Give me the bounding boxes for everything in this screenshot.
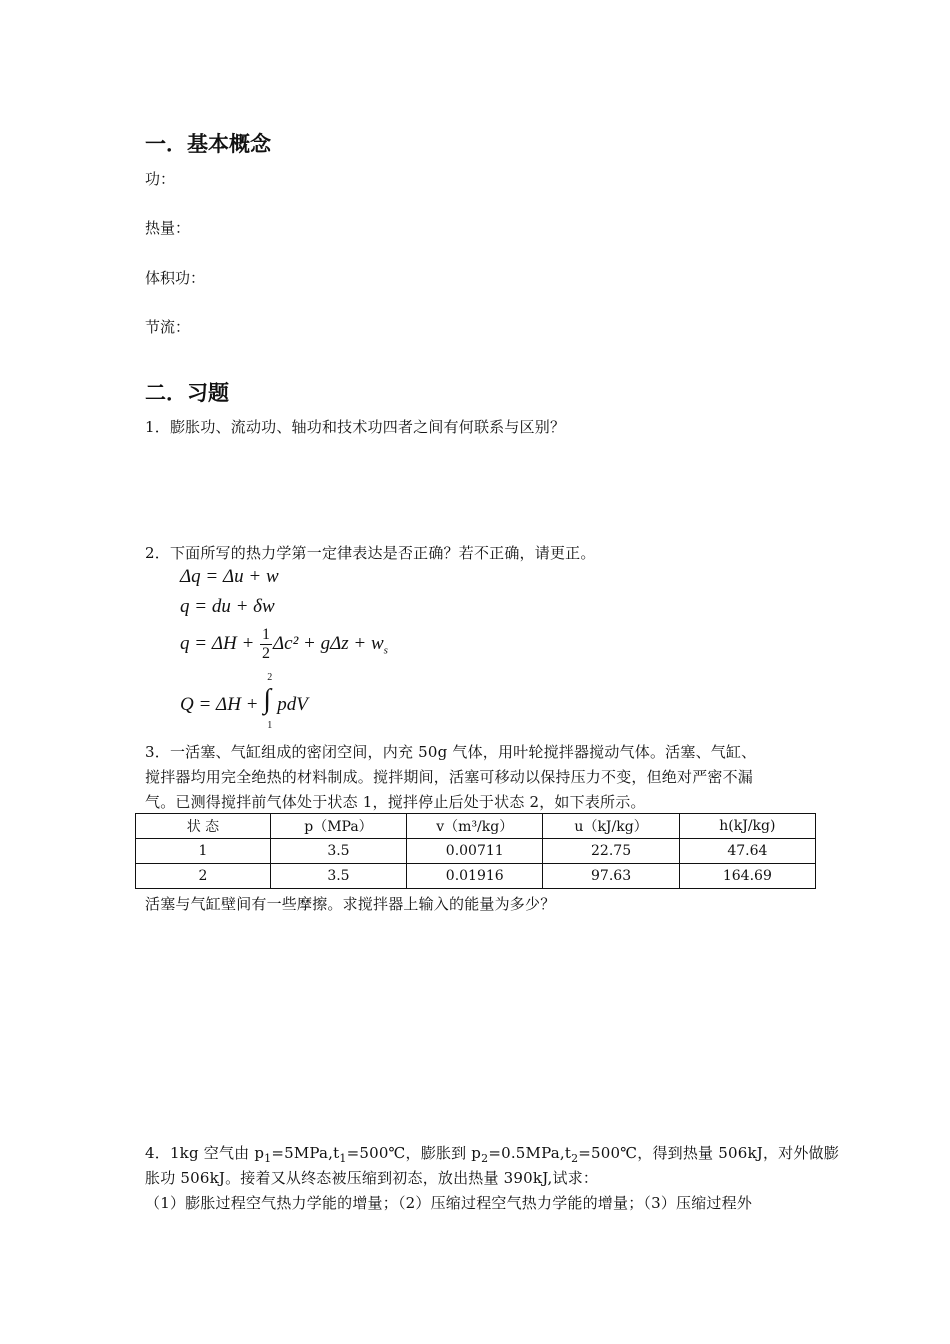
state-table (135, 813, 816, 889)
question-3-line-3: 气。已测得搅拌前气体处于状态 1，搅拌停止后处于状态 2，如下表所示。 (145, 793, 646, 811)
section-title-exercises: 二．习题 (145, 381, 229, 405)
fraction-numerator: 1 (262, 626, 271, 643)
equation-4 (180, 672, 308, 731)
q4-subscript: 1 (264, 1152, 272, 1165)
concept-volume-work: 体积功： (145, 269, 206, 287)
q4-text: 4．1kg 空气由 p (145, 1144, 265, 1162)
equation-3-left: q = ΔH + (180, 632, 260, 654)
table-cell: 3.5 (270, 839, 406, 864)
q4-text: =0.5MPa,t (488, 1144, 572, 1162)
table-cell: 1 (136, 839, 271, 864)
equation-1: Δq = Δu + w (180, 566, 279, 587)
fraction-denominator: 2 (262, 645, 271, 662)
question-4-line-3: （1）膨胀过程空气热力学能的增量；（2）压缩过程空气热力学能的增量；（3）压缩过程外 (145, 1194, 753, 1212)
table-header-row (136, 814, 816, 839)
table-row (136, 839, 816, 864)
table-cell: 97.63 (543, 864, 679, 889)
table-cell: 22.75 (543, 839, 679, 864)
q4-subscript: 1 (339, 1152, 347, 1165)
question-4-line-2: 胀功 506kJ。接着又从终态被压缩到初态，放出热量 390kJ,试求： (145, 1169, 599, 1187)
equation-3-subscript: s (383, 644, 388, 657)
concept-heat: 热量： (145, 219, 191, 237)
header-volume: v（m³/kg） (407, 814, 543, 839)
question-3-line-1: 3．一活塞、气缸组成的密闭空间，内充 50g 气体，用叶轮搅拌器搅动气体。活塞、气缸、 (145, 743, 757, 761)
concept-throttling: 节流： (145, 318, 191, 336)
integral-upper-limit: 2 (267, 672, 273, 683)
question-4-line-1 (145, 1142, 839, 1165)
table-cell: 2 (136, 864, 271, 889)
table-row (136, 864, 816, 889)
fraction-half (260, 626, 272, 663)
table-cell: 0.00711 (407, 839, 543, 864)
integral-lower-limit: 1 (267, 720, 273, 731)
equation-3 (180, 626, 388, 663)
question-3-followup: 活塞与气缸壁间有一些摩擦。求搅拌器上输入的能量为多少？ (145, 895, 556, 913)
q4-subscript: 2 (481, 1152, 489, 1165)
header-enthalpy: h(kJ/kg) (679, 814, 815, 839)
header-pressure: p（MPa） (270, 814, 406, 839)
question-2: 2．下面所写的热力学第一定律表达是否正确？若不正确，请更正。 (145, 544, 596, 562)
q4-text: =500℃，膨胀到 p (346, 1144, 482, 1162)
section-title-concepts: 一．基本概念 (145, 132, 271, 156)
equation-3-right: Δc² + gΔz + w (273, 632, 384, 654)
equation-4-left: Q = ΔH + (180, 694, 264, 715)
q4-text: =500℃，得到热量 506kJ，对外做膨 (578, 1144, 839, 1162)
header-state: 状 态 (136, 814, 271, 839)
table-cell: 3.5 (270, 864, 406, 889)
q4-text: =5MPa,t (271, 1144, 340, 1162)
concept-work: 功： (145, 170, 176, 188)
q4-subscript: 2 (571, 1152, 579, 1165)
question-3-line-2: 搅拌器均用完全绝热的材料制成。搅拌期间，活塞可移动以保持压力不变，但绝对严密不漏 (145, 768, 754, 786)
equation-4-right: pdV (277, 694, 308, 715)
table-cell: 164.69 (679, 864, 815, 889)
integral-sign: ∫ 2 1 (263, 672, 273, 731)
header-internal-energy: u（kJ/kg） (543, 814, 679, 839)
equation-2: q = du + δw (180, 596, 275, 617)
question-1: 1．膨胀功、流动功、轴功和技术功四者之间有何联系与区别？ (145, 418, 566, 436)
table-cell: 47.64 (679, 839, 815, 864)
table-cell: 0.01916 (407, 864, 543, 889)
